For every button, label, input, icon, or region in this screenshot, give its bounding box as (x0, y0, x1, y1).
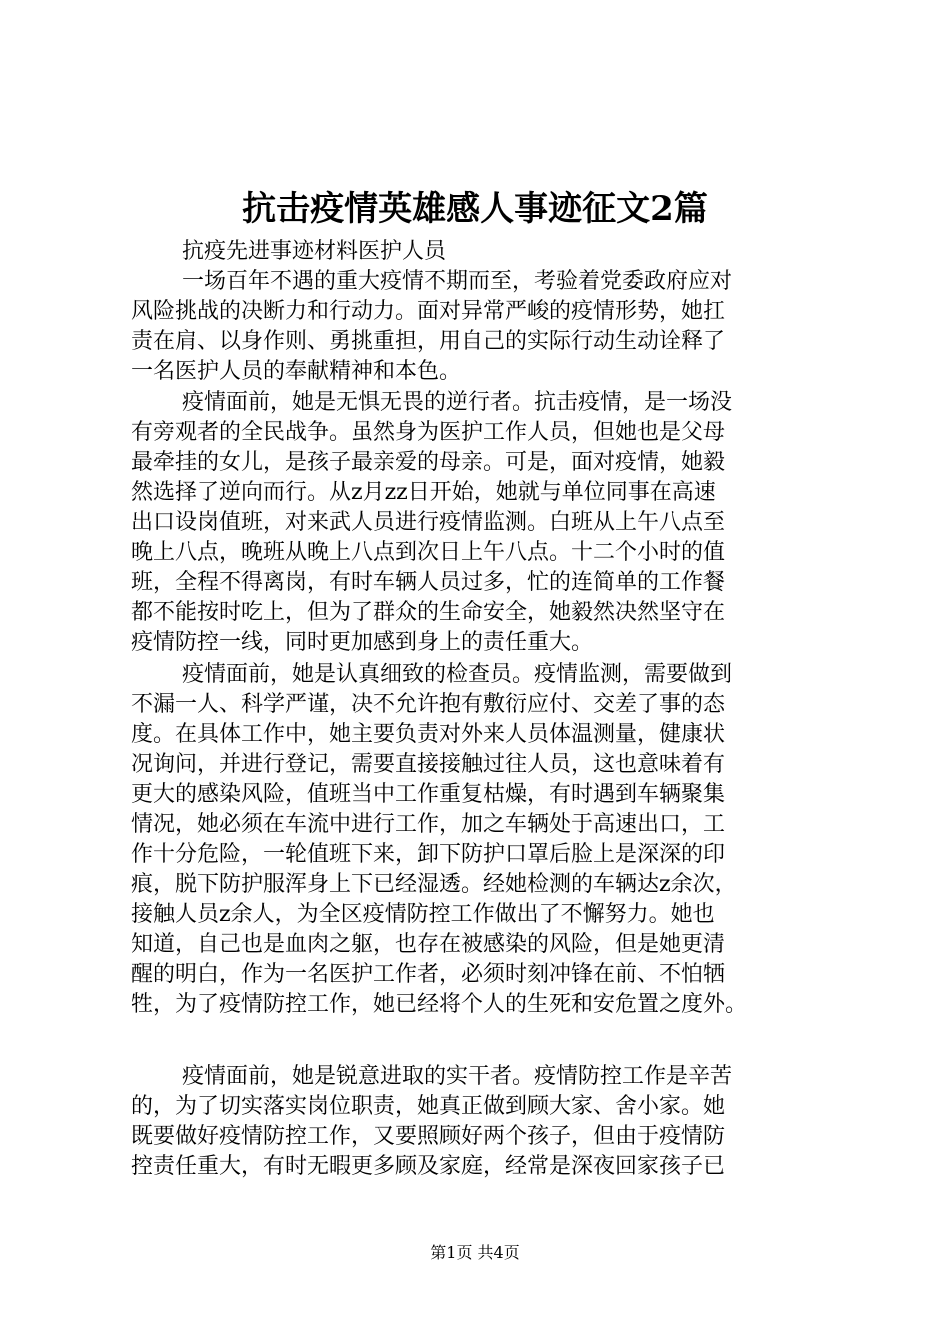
paragraph-line: 然选择了逆向而行。从z月zz日开始，她就与单位同事在高速 (131, 480, 716, 505)
paragraph-line: 接触人员z余人，为全区疫情防控工作做出了不懈努力。她也 (131, 902, 715, 927)
paragraph-line: 责在肩、以身作则、勇挑重担，用自己的实际行动生动诠释了 (131, 329, 726, 354)
paragraph-line: 既要做好疫情防控工作，又要照顾好两个孩子，但由于疫情防 (131, 1124, 726, 1149)
paragraph-line: 出口设岗值班，对来武人员进行疫情监测。白班从上午八点至 (131, 510, 726, 535)
paragraph-line: 况询问，并进行登记，需要直接接触过往人员，这也意味着有 (131, 752, 726, 777)
page-footer: 第1页 共4页 (430, 1243, 520, 1262)
paragraph-line: 知道，自己也是血肉之躯，也存在被感染的风险，但是她更清 (131, 932, 726, 957)
paragraph-line: 度。在具体工作中，她主要负责对外来人员体温测量，健康状 (131, 722, 726, 747)
paragraph-line: 的，为了切实落实岗位职责，她真正做到顾大家、舍小家。她 (131, 1094, 726, 1119)
paragraph-line: 班，全程不得离岗，有时车辆人员过多，忙的连简单的工作餐 (131, 570, 726, 595)
paragraph-line: 作十分危险，一轮值班下来，卸下防护口罩后脸上是深深的印 (131, 842, 726, 867)
paragraph-line: 风险挑战的决断力和行动力。面对异常严峻的疫情形势，她扛 (131, 299, 726, 324)
paragraph-line: 牲，为了疫情防控工作，她已经将个人的生死和安危置之度外。 (131, 992, 748, 1017)
paragraph-line: 都不能按时吃上，但为了群众的生命安全，她毅然决然坚守在 (131, 600, 726, 625)
paragraph-line: 晚上八点，晚班从晚上八点到次日上午八点。十二个小时的值 (131, 540, 726, 565)
paragraph-line: 疫情防控一线，同时更加感到身上的责任重大。 (131, 630, 594, 655)
paragraph-line: 一名医护人员的奉献精神和本色。 (131, 359, 462, 384)
paragraph-line: 控责任重大，有时无暇更多顾及家庭，经常是深夜回家孩子已 (131, 1154, 726, 1179)
paragraph-line: 疫情面前，她是锐意进取的实干者。疫情防控工作是辛苦 (182, 1064, 733, 1089)
paragraph-line: 最牵挂的女儿，是孩子最亲爱的母亲。可是，面对疫情，她毅 (131, 450, 726, 475)
paragraph-line: 痕，脱下防护服浑身上下已经湿透。经她检测的车辆达z余次， (131, 872, 737, 897)
paragraph-line: 有旁观者的全民战争。虽然身为医护工作人员，但她也是父母 (131, 420, 726, 445)
paragraph-line: 更大的感染风险，值班当中工作重复枯燥，有时遇到车辆聚集 (131, 782, 726, 807)
paragraph-line: 醒的明白，作为一名医护工作者，必须时刻冲锋在前、不怕牺 (131, 962, 726, 987)
paragraph-line: 不漏一人、科学严谨，决不允许抱有敷衍应付、交差了事的态 (131, 692, 726, 717)
document-subtitle: 抗疫先进事迹材料医护人员 (182, 239, 447, 264)
paragraph-line: 疫情面前，她是认真细致的检查员。疫情监测，需要做到 (182, 662, 733, 687)
paragraph-line: 情况，她必须在车流中进行工作，加之车辆处于高速出口，工 (131, 812, 726, 837)
paragraph-line: 一场百年不遇的重大疫情不期而至，考验着党委政府应对 (182, 269, 733, 294)
document-title: 抗击疫情英雄感人事迹征文2篇 (242, 189, 708, 229)
paragraph-line: 疫情面前，她是无惧无畏的逆行者。抗击疫情，是一场没 (182, 390, 733, 415)
